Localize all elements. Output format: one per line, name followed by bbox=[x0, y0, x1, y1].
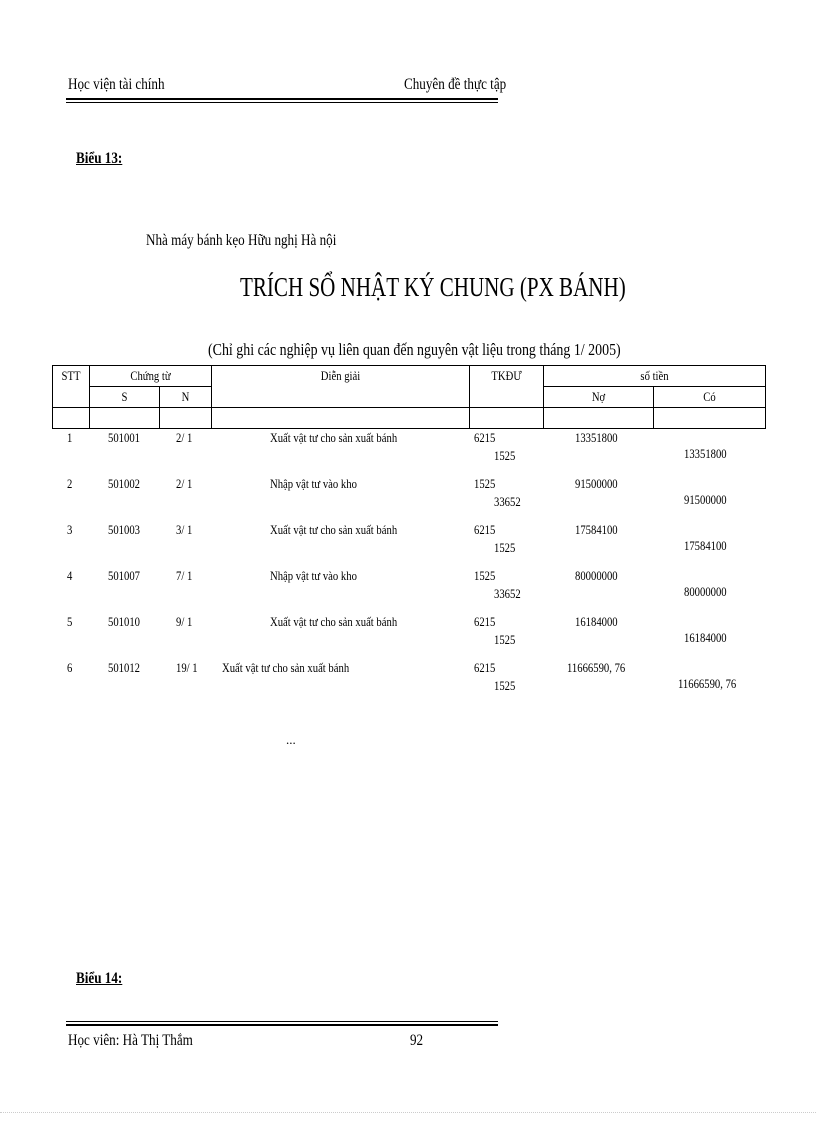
header-left: Học viện tài chính bbox=[68, 76, 165, 93]
journal-table bbox=[52, 365, 766, 429]
row-dien-giai: Xuất vật tư cho sản xuất bánh bbox=[222, 660, 350, 675]
header-right: Chuyên đề thực tập bbox=[404, 76, 507, 93]
row-chung-tu-n: 9/ 1 bbox=[176, 614, 193, 629]
row-amount-co: 17584100 bbox=[684, 538, 727, 553]
col-header-stt: STT bbox=[53, 366, 90, 408]
row-stt: 5 bbox=[67, 614, 73, 629]
row-amount-co: 11666590, 76 bbox=[678, 676, 737, 691]
row-chung-tu-s: 501001 bbox=[108, 430, 140, 445]
row-chung-tu-n: 19/ 1 bbox=[176, 660, 198, 675]
row-tk-credit: 33652 bbox=[494, 494, 521, 509]
page-bottom-edge bbox=[0, 1112, 816, 1113]
row-amount-co: 80000000 bbox=[684, 584, 727, 599]
table-body-col-n bbox=[160, 408, 212, 429]
table-body-col-dien-giai bbox=[212, 408, 470, 429]
row-amount-no: 91500000 bbox=[575, 476, 618, 491]
row-amount-no: 11666590, 76 bbox=[567, 660, 626, 675]
table-body-col-s bbox=[90, 408, 160, 429]
header-rule-thin bbox=[66, 102, 498, 103]
row-amount-no: 80000000 bbox=[575, 568, 618, 583]
row-dien-giai: Xuất vật tư cho sản xuất bánh bbox=[270, 522, 398, 537]
row-chung-tu-s: 501010 bbox=[108, 614, 140, 629]
row-chung-tu-s: 501002 bbox=[108, 476, 140, 491]
row-tk-credit: 1525 bbox=[494, 540, 516, 555]
table-ellipsis: ... bbox=[286, 732, 296, 747]
col-header-chung-tu: Chứng từ bbox=[90, 366, 212, 387]
row-tk-debit: 1525 bbox=[474, 476, 496, 491]
row-chung-tu-s: 501007 bbox=[108, 568, 140, 583]
document-subtitle: (Chỉ ghi các nghiệp vụ liên quan đến nguyên vật liệu trong tháng 1/ 2005) bbox=[208, 340, 621, 359]
row-dien-giai: Xuất vật tư cho sản xuất bánh bbox=[270, 430, 398, 445]
row-tk-debit: 6215 bbox=[474, 430, 496, 445]
col-header-so-tien: số tiền bbox=[544, 366, 766, 387]
row-stt: 3 bbox=[67, 522, 73, 537]
table-body-col-tkdu bbox=[470, 408, 544, 429]
row-chung-tu-n: 2/ 1 bbox=[176, 476, 193, 491]
label-bieu-14: Biểu 14: bbox=[76, 970, 123, 987]
col-header-no: Nợ bbox=[544, 387, 654, 408]
row-tk-debit: 6215 bbox=[474, 614, 496, 629]
row-amount-co: 13351800 bbox=[684, 446, 727, 461]
row-stt: 2 bbox=[67, 476, 73, 491]
header-rule-thick bbox=[66, 98, 498, 100]
col-header-dien-giai: Diễn giải bbox=[212, 366, 470, 408]
row-stt: 1 bbox=[67, 430, 73, 445]
footer-student: Học viên: Hà Thị Thắm bbox=[68, 1032, 193, 1049]
table-body-col-co bbox=[654, 408, 766, 429]
row-tk-debit: 6215 bbox=[474, 660, 496, 675]
row-stt: 6 bbox=[67, 660, 73, 675]
row-chung-tu-s: 501012 bbox=[108, 660, 140, 675]
company-name: Nhà máy bánh kẹo Hữu nghị Hà nội bbox=[146, 232, 337, 249]
footer-rule-thick bbox=[66, 1024, 498, 1026]
table-body-col-stt bbox=[53, 408, 90, 429]
label-bieu-13: Biểu 13: bbox=[76, 150, 123, 167]
row-stt: 4 bbox=[67, 568, 73, 583]
row-chung-tu-n: 2/ 1 bbox=[176, 430, 193, 445]
table-body-col-no bbox=[544, 408, 654, 429]
row-tk-debit: 1525 bbox=[474, 568, 496, 583]
row-tk-credit: 33652 bbox=[494, 586, 521, 601]
row-tk-credit: 1525 bbox=[494, 448, 516, 463]
row-amount-no: 16184000 bbox=[575, 614, 618, 629]
row-chung-tu-n: 7/ 1 bbox=[176, 568, 193, 583]
footer-rule-thin bbox=[66, 1021, 498, 1022]
col-header-s: S bbox=[90, 387, 160, 408]
row-chung-tu-n: 3/ 1 bbox=[176, 522, 193, 537]
row-amount-co: 91500000 bbox=[684, 492, 727, 507]
row-tk-credit: 1525 bbox=[494, 632, 516, 647]
col-header-co: Có bbox=[654, 387, 766, 408]
row-tk-credit: 1525 bbox=[494, 678, 516, 693]
row-dien-giai: Xuất vật tư cho sản xuất bánh bbox=[270, 614, 398, 629]
row-amount-no: 13351800 bbox=[575, 430, 618, 445]
row-tk-debit: 6215 bbox=[474, 522, 496, 537]
row-dien-giai: Nhập vật tư vào kho bbox=[270, 568, 357, 583]
row-amount-co: 16184000 bbox=[684, 630, 727, 645]
col-header-n: N bbox=[160, 387, 212, 408]
row-amount-no: 17584100 bbox=[575, 522, 618, 537]
col-header-tkdu: TKĐƯ bbox=[470, 366, 544, 408]
row-dien-giai: Nhập vật tư vào kho bbox=[270, 476, 357, 491]
row-chung-tu-s: 501003 bbox=[108, 522, 140, 537]
document-title: TRÍCH SỔ NHẬT KÝ CHUNG (PX BÁNH) bbox=[240, 272, 626, 302]
footer-page-number: 92 bbox=[410, 1032, 424, 1049]
